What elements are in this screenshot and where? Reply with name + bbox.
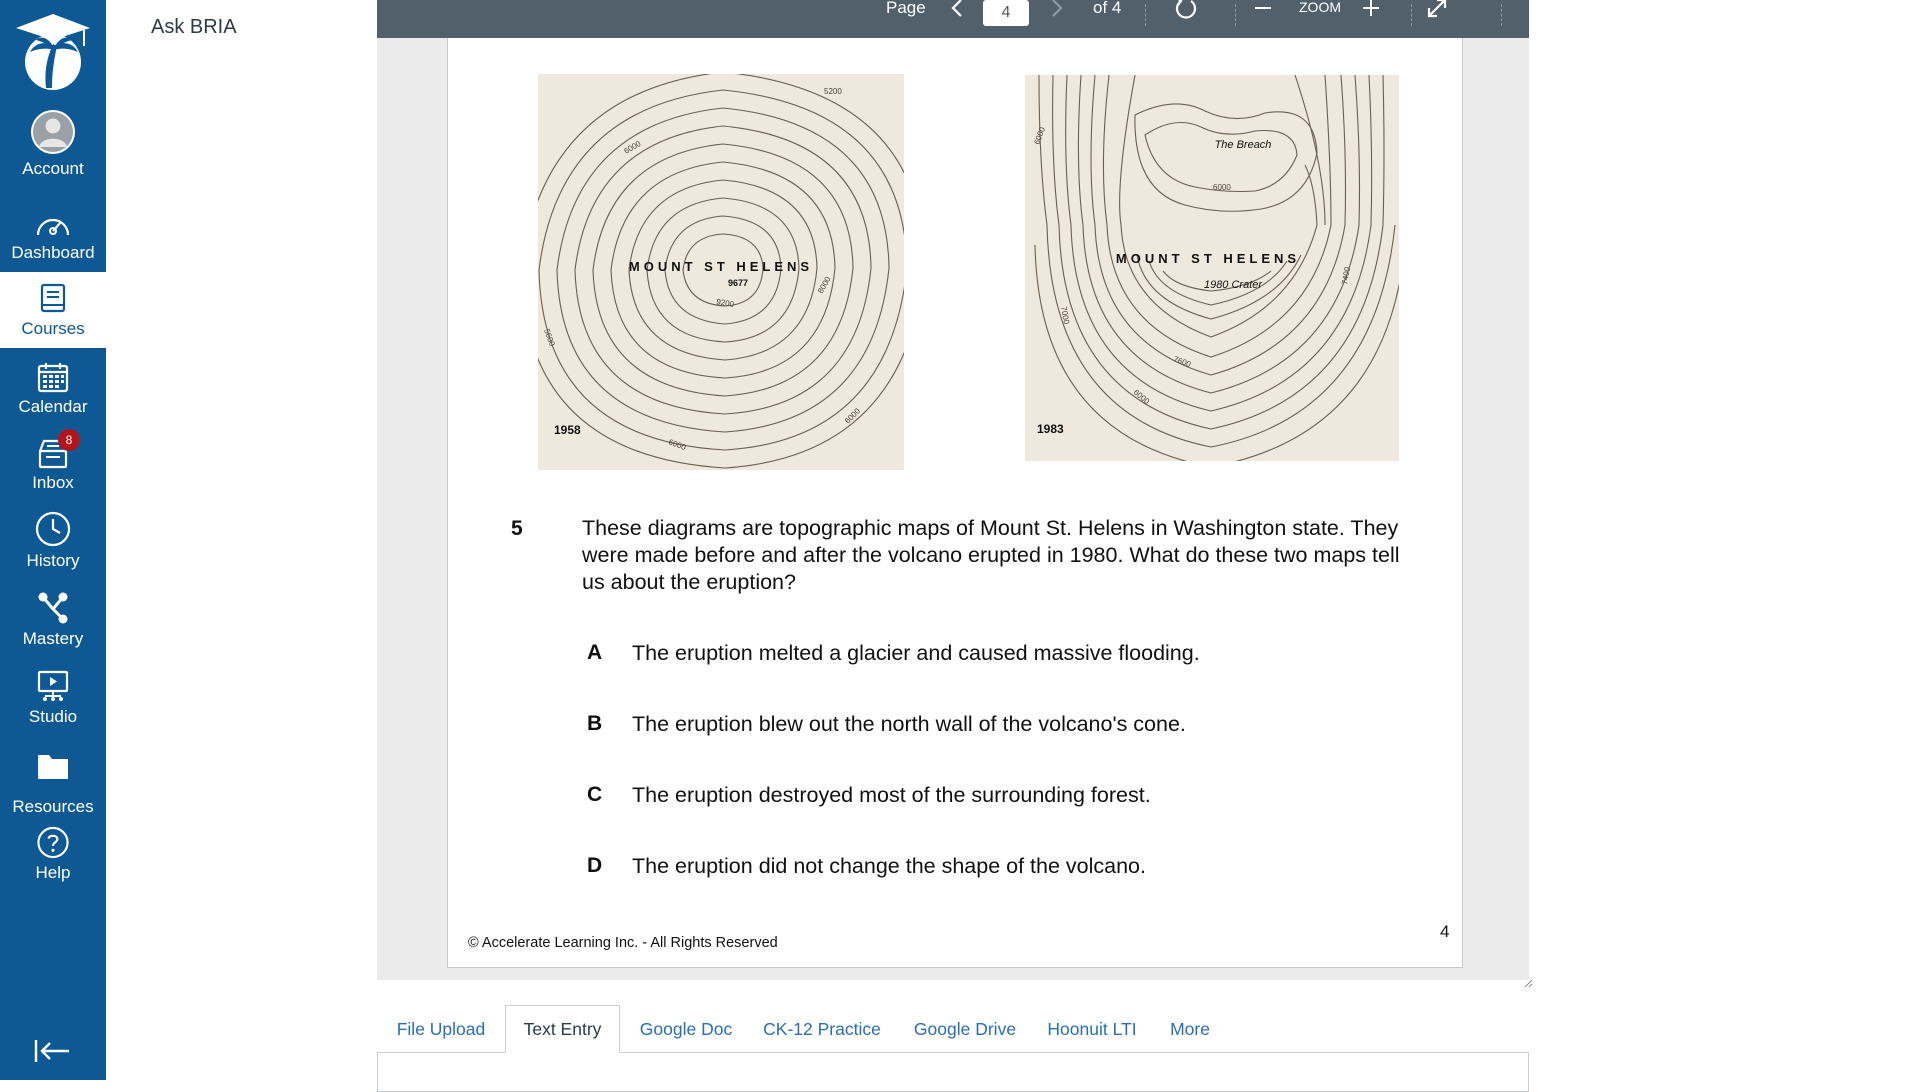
contour-label: 5200 bbox=[824, 87, 842, 96]
document-viewer bbox=[377, 0, 1529, 980]
history-clock-icon bbox=[35, 511, 71, 547]
contour-label: 6000 bbox=[1131, 387, 1152, 406]
contour-label: 6000 bbox=[622, 139, 643, 156]
nav-label: Courses bbox=[21, 319, 85, 338]
map-title: MOUNT ST HELENS bbox=[1115, 251, 1301, 266]
nav-calendar[interactable] bbox=[0, 350, 106, 426]
nav-label: Inbox bbox=[32, 473, 74, 492]
help-icon bbox=[36, 826, 70, 859]
contour-label: 7600 bbox=[1172, 354, 1193, 369]
choice-c-text: The eruption destroyed most of the surrounding forest. bbox=[632, 783, 1151, 807]
chevron-right-icon bbox=[1050, 0, 1064, 18]
contour-label: 6000 bbox=[667, 437, 688, 452]
nav-inbox[interactable] bbox=[0, 426, 106, 502]
choice-d-letter: D bbox=[587, 854, 603, 877]
contour-label: 7000 bbox=[1059, 305, 1071, 325]
choice-a-text: The eruption melted a glacier and caused massive flooding. bbox=[632, 641, 1200, 665]
breach-label: The Breach bbox=[1214, 139, 1272, 151]
expand-icon bbox=[1425, 0, 1449, 20]
chevron-left-icon bbox=[950, 0, 964, 18]
calendar-icon bbox=[37, 361, 69, 393]
tab-more[interactable]: More bbox=[1170, 1018, 1210, 1039]
toolbar-divider bbox=[1145, 4, 1146, 26]
tab-hoonuit-lti[interactable]: Hoonuit LTI bbox=[1047, 1018, 1137, 1039]
choice-d-text: The eruption did not change the shape of the volcano. bbox=[632, 854, 1146, 878]
next-page-button[interactable] bbox=[1050, 0, 1064, 27]
contour-label: 6000 bbox=[843, 406, 862, 426]
summit-elevation: 9677 bbox=[727, 278, 749, 288]
copyright-notice: © Accelerate Learning Inc. - All Rights Reserved bbox=[468, 935, 778, 951]
collapse-nav-button[interactable] bbox=[33, 1036, 73, 1066]
tab-google-doc[interactable]: Google Doc bbox=[639, 1018, 733, 1039]
nav-courses[interactable] bbox=[0, 272, 106, 348]
tab-google-drive[interactable]: Google Drive bbox=[913, 1018, 1017, 1039]
contour-label: 8000 bbox=[815, 275, 833, 295]
crater-label: 1980 Crater bbox=[1203, 279, 1263, 291]
rotate-button[interactable] bbox=[1173, 0, 1199, 27]
inbox-unread-badge: 8 bbox=[58, 429, 80, 451]
page-number-input[interactable] bbox=[983, 0, 1029, 26]
map-title: MOUNT ST HELENS bbox=[628, 259, 814, 274]
mastery-icon bbox=[35, 589, 71, 625]
nav-label: Resources bbox=[12, 797, 94, 816]
nav-label: Mastery bbox=[22, 629, 84, 648]
folder-icon bbox=[36, 751, 70, 781]
map-year: 1983 bbox=[1037, 422, 1064, 436]
viewer-toolbar bbox=[377, 0, 1529, 38]
contour-label: 6000 bbox=[1032, 125, 1047, 146]
studio-icon bbox=[36, 669, 70, 703]
contour-label: 6000 bbox=[1213, 183, 1231, 192]
choice-b-text: The eruption blew out the north wall of the volcano's cone. bbox=[632, 712, 1186, 736]
account-avatar-icon bbox=[30, 109, 76, 155]
question-text: These diagrams are topographic maps of Mount St. Helens in Washington state. They were made before and after the volcano erupted in 1980. What do these two maps tell us about the eruption? bbox=[582, 516, 1400, 594]
zoom-label: ZOOM bbox=[1299, 0, 1341, 15]
nav-resources[interactable] bbox=[0, 740, 106, 826]
page-footer-number: 4 bbox=[1440, 922, 1450, 941]
tab-text-entry[interactable]: Text Entry bbox=[505, 1005, 620, 1053]
nav-label: Help bbox=[35, 863, 71, 882]
choice-a-letter: A bbox=[587, 641, 603, 664]
plus-icon bbox=[1361, 0, 1381, 18]
collapse-arrow-icon bbox=[33, 1036, 73, 1066]
choice-b-letter: B bbox=[587, 712, 603, 735]
dashboard-icon bbox=[35, 211, 71, 239]
zoom-out-button[interactable] bbox=[1253, 0, 1273, 27]
nav-dashboard[interactable] bbox=[0, 196, 106, 272]
nav-studio[interactable] bbox=[0, 660, 106, 736]
nav-label: History bbox=[26, 551, 80, 570]
page-total: of 4 bbox=[1093, 0, 1122, 17]
nav-history[interactable] bbox=[0, 504, 106, 580]
tab-ck12-practice[interactable]: CK-12 Practice bbox=[763, 1018, 881, 1039]
contour-label: 5600 bbox=[542, 327, 557, 348]
ask-bria-link[interactable]: Ask BRIA bbox=[151, 16, 237, 38]
page-label: Page bbox=[886, 0, 926, 17]
topographic-map-1958 bbox=[538, 74, 904, 470]
nav-help[interactable] bbox=[0, 826, 106, 892]
topographic-map-1983 bbox=[1025, 75, 1399, 461]
previous-page-button[interactable] bbox=[950, 0, 964, 27]
document-page bbox=[447, 38, 1463, 968]
resize-handle-icon[interactable] bbox=[1523, 978, 1533, 988]
toolbar-divider bbox=[1411, 4, 1412, 26]
zoom-in-button[interactable] bbox=[1361, 0, 1381, 27]
nav-mastery[interactable] bbox=[0, 582, 106, 658]
nav-label: Dashboard bbox=[11, 243, 95, 262]
text-entry-panel[interactable] bbox=[377, 1052, 1529, 1092]
map-year: 1958 bbox=[554, 423, 581, 437]
courses-icon bbox=[39, 283, 67, 315]
contour-label: 7400 bbox=[1340, 266, 1353, 286]
nav-label: Account bbox=[22, 159, 84, 178]
contour-label: 9200 bbox=[715, 297, 735, 310]
rotate-icon bbox=[1173, 0, 1199, 21]
school-logo[interactable] bbox=[0, 0, 106, 100]
minus-icon bbox=[1253, 0, 1273, 18]
toolbar-divider bbox=[1235, 4, 1236, 26]
tab-file-upload[interactable]: File Upload bbox=[396, 1018, 486, 1039]
toolbar-divider bbox=[1501, 4, 1502, 26]
nav-account[interactable] bbox=[0, 108, 106, 188]
question-number: 5 bbox=[511, 517, 523, 540]
global-nav bbox=[0, 0, 106, 1080]
nav-label: Calendar bbox=[18, 397, 88, 416]
fullscreen-button[interactable] bbox=[1425, 0, 1449, 27]
choice-c-letter: C bbox=[587, 783, 603, 806]
nav-label: Studio bbox=[28, 707, 78, 726]
